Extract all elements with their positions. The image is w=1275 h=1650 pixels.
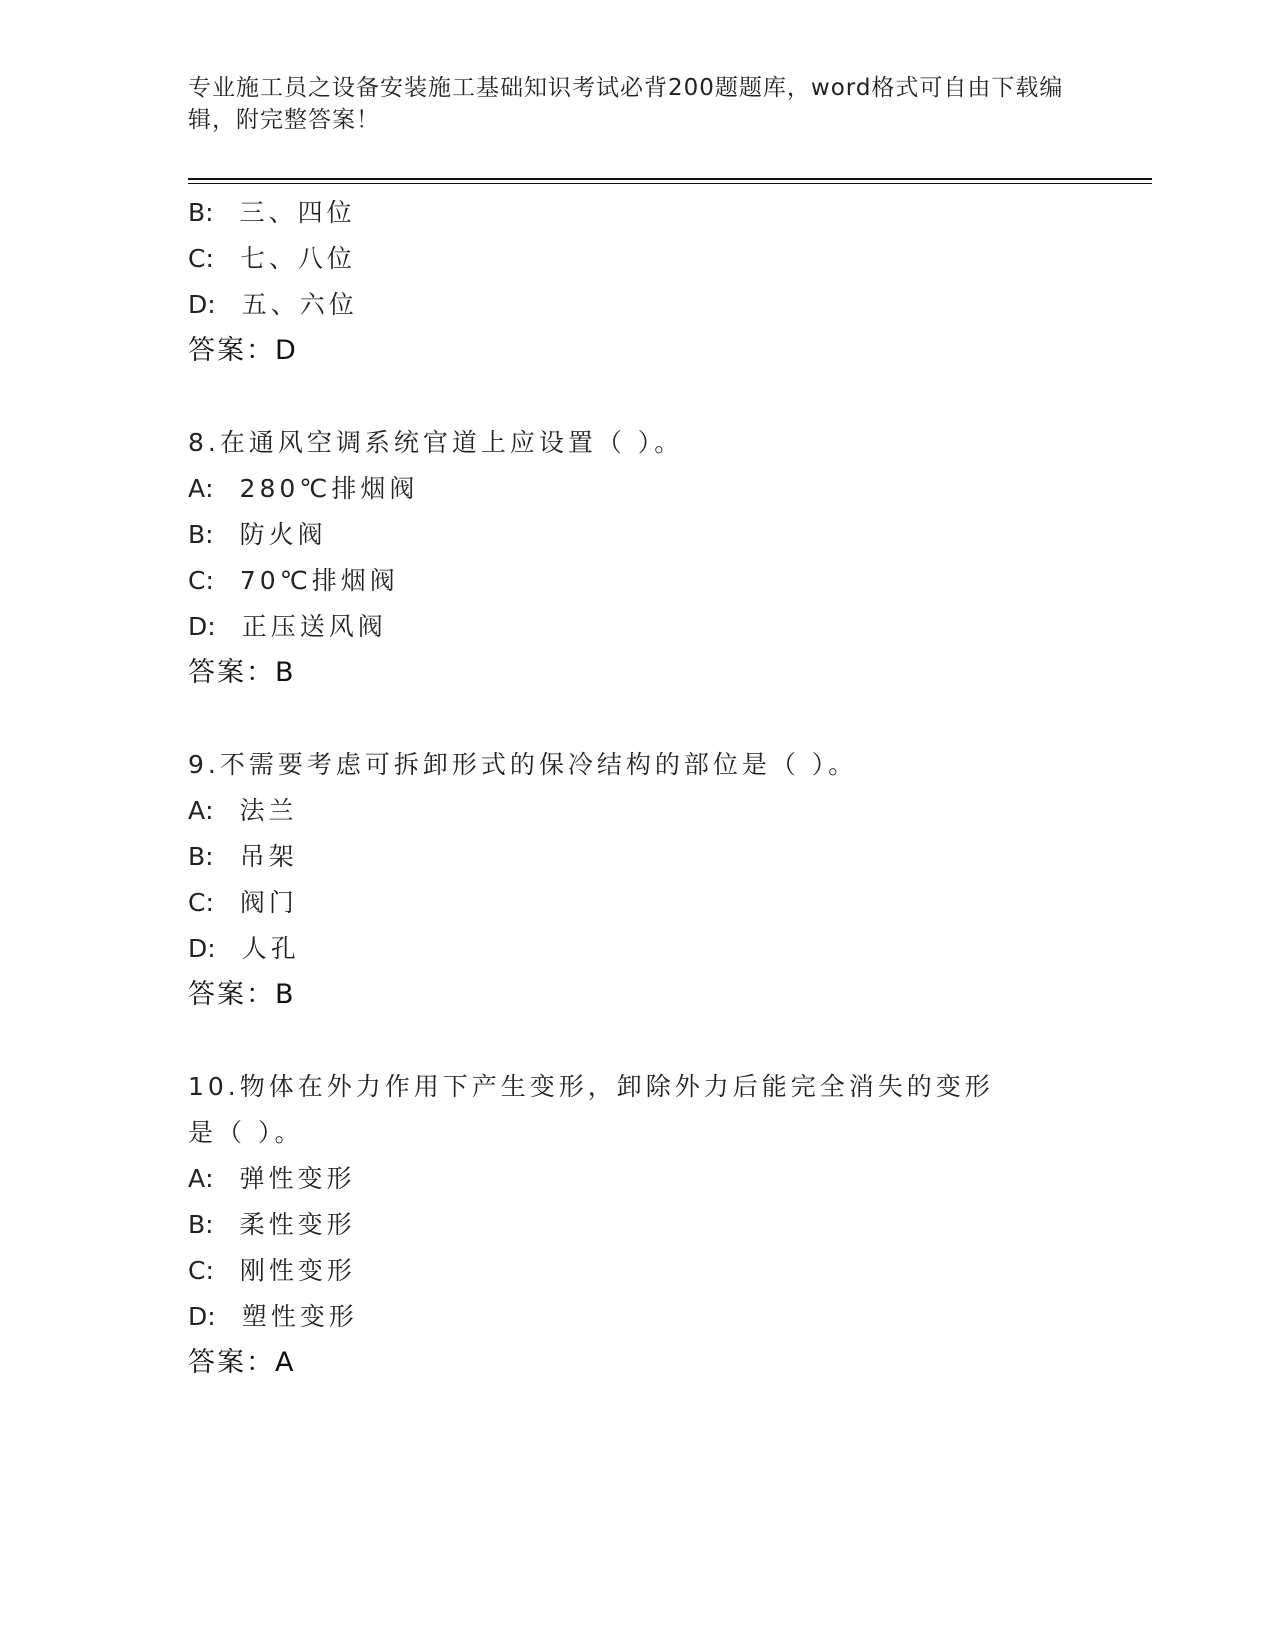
option-key: A	[188, 1164, 206, 1193]
document-body	[188, 190, 1088, 1386]
option-key: D	[188, 934, 208, 963]
option-text: 法兰	[239, 796, 298, 825]
option-item: B: 防火阀	[188, 512, 1088, 558]
option-text: 280℃排烟阀	[239, 474, 419, 503]
option-text: 柔性变形	[239, 1210, 356, 1239]
option-item: C: 阀门	[188, 880, 1088, 926]
question-block	[188, 420, 1088, 696]
option-text: 五、六位	[241, 290, 358, 319]
option-text: 三、四位	[239, 198, 356, 227]
option-item: A: 280℃排烟阀	[188, 466, 1088, 512]
option-item: D: 正压送风阀	[188, 604, 1088, 650]
option-text: 阀门	[239, 888, 298, 917]
continued-question	[188, 190, 1088, 374]
question-title: 9.不需要考虑可拆卸形式的保冷结构的部位是（ ）。	[188, 750, 858, 779]
option-key: B	[188, 198, 206, 227]
option-text: 人孔	[241, 934, 300, 963]
option-text: 70℃排烟阀	[239, 566, 399, 595]
question-block	[188, 742, 1088, 1018]
option-text: 刚性变形	[239, 1256, 356, 1285]
option-text: 弹性变形	[239, 1164, 356, 1193]
option-item: A: 弹性变形	[188, 1156, 1088, 1202]
option-key: C	[188, 1256, 206, 1285]
option-item: A: 法兰	[188, 788, 1088, 834]
document-header-title: 专业施工员之设备安装施工基础知识考试必背200题题库，word格式可自由下载编辑，附完整答案！	[188, 75, 1064, 133]
option-key: D	[188, 1302, 208, 1331]
option-key: C	[188, 888, 206, 917]
answer-line: 答案：A	[188, 1347, 296, 1378]
option-key: B	[188, 1210, 206, 1239]
option-item: D: 五、六位	[188, 282, 1088, 328]
question-title: 8.在通风空调系统官道上应设置（ ）。	[188, 428, 684, 457]
option-key: A	[188, 474, 206, 503]
option-item: D: 塑性变形	[188, 1294, 1088, 1340]
option-item: C: 70℃排烟阀	[188, 558, 1088, 604]
option-key: B	[188, 842, 206, 871]
option-text: 吊架	[239, 842, 298, 871]
option-key: C	[188, 566, 206, 595]
option-key: B	[188, 520, 206, 549]
option-text: 塑性变形	[241, 1302, 358, 1331]
option-key: C	[188, 244, 206, 273]
option-key: D	[188, 612, 208, 641]
option-text: 正压送风阀	[241, 612, 387, 641]
answer-line: 答案：D	[188, 335, 298, 366]
option-item: B: 柔性变形	[188, 1202, 1088, 1248]
option-item: B: 三、四位	[188, 190, 1088, 236]
option-item: C: 刚性变形	[188, 1248, 1088, 1294]
answer-line: 答案：B	[188, 979, 296, 1010]
option-text: 七、八位	[239, 244, 356, 273]
header-divider	[188, 178, 1152, 184]
option-text: 防火阀	[239, 520, 327, 549]
question-title: 10.物体在外力作用下产生变形，卸除外力后能完全消失的变形是（ ）。	[188, 1072, 994, 1147]
option-item: B: 吊架	[188, 834, 1088, 880]
option-key: A	[188, 796, 206, 825]
question-block	[188, 1064, 1088, 1386]
option-key: D	[188, 290, 208, 319]
option-item: D: 人孔	[188, 926, 1088, 972]
answer-line: 答案：B	[188, 657, 296, 688]
option-item: C: 七、八位	[188, 236, 1088, 282]
